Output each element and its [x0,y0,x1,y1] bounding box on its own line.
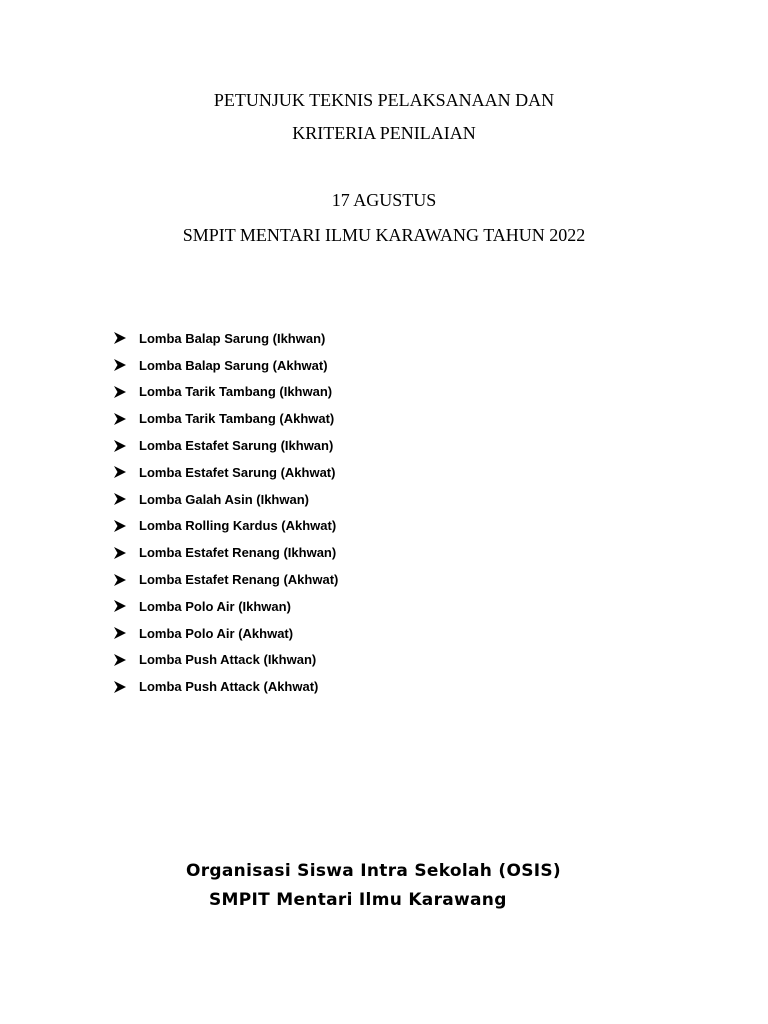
list-item-label: Lomba Estafet Sarung (Ikhwan) [139,438,334,454]
list-item [113,539,338,566]
arrowhead-bullet-icon [113,412,139,426]
competition-list [113,325,338,700]
list-item [113,379,338,406]
arrowhead-bullet-icon [113,358,139,372]
arrowhead-bullet-icon [113,492,139,506]
list-item-label: Lomba Balap Sarung (Ikhwan) [139,330,326,346]
list-item-label: Lomba Rolling Kardus (Akhwat) [139,518,337,534]
list-item [113,620,338,647]
arrowhead-bullet-icon [113,546,139,560]
list-item [113,513,338,540]
list-item [113,647,338,674]
list-item [113,432,338,459]
arrowhead-bullet-icon [113,573,139,587]
list-item [113,566,338,593]
list-item [113,325,338,352]
list-item-label: Lomba Polo Air (Ikhwan) [139,598,291,614]
arrowhead-bullet-icon [113,653,139,667]
list-item-label: Lomba Push Attack (Ikhwan) [139,652,317,668]
arrowhead-bullet-icon [113,465,139,479]
list-item [113,673,338,700]
list-item-label: Lomba Galah Asin (Ikhwan) [139,491,309,507]
list-item-label: Lomba Push Attack (Akhwat) [139,679,319,695]
list-item [113,352,338,379]
arrowhead-bullet-icon [113,680,139,694]
list-item-label: Lomba Estafet Renang (Akhwat) [139,572,339,588]
arrowhead-bullet-icon [113,439,139,453]
list-item-label: Lomba Tarik Tambang (Akhwat) [139,411,335,427]
school-year-heading: SMPIT MENTARI ILMU KARAWANG TAHUN 2022 [182,225,586,245]
arrowhead-bullet-icon [113,519,139,533]
event-date-heading: 17 AGUSTUS [331,190,437,210]
organization-name: Organisasi Siswa Intra Sekolah (OSIS) [186,861,561,881]
list-item [113,405,338,432]
list-item-label: Lomba Estafet Renang (Ikhwan) [139,545,337,561]
document-title-line-2: KRITERIA PENILAIAN [292,123,476,143]
list-item [113,593,338,620]
arrowhead-bullet-icon [113,626,139,640]
school-name: SMPIT Mentari Ilmu Karawang [209,890,507,910]
list-item [113,459,338,486]
list-item-label: Lomba Estafet Sarung (Akhwat) [139,464,336,480]
document-title-line-1: PETUNJUK TEKNIS PELAKSANAAN DAN [213,90,555,110]
list-item-label: Lomba Polo Air (Akhwat) [139,625,294,641]
list-item-label: Lomba Balap Sarung (Akhwat) [139,357,328,373]
arrowhead-bullet-icon [113,599,139,613]
list-item [113,486,338,513]
arrowhead-bullet-icon [113,331,139,345]
list-item-label: Lomba Tarik Tambang (Ikhwan) [139,384,333,400]
arrowhead-bullet-icon [113,385,139,399]
